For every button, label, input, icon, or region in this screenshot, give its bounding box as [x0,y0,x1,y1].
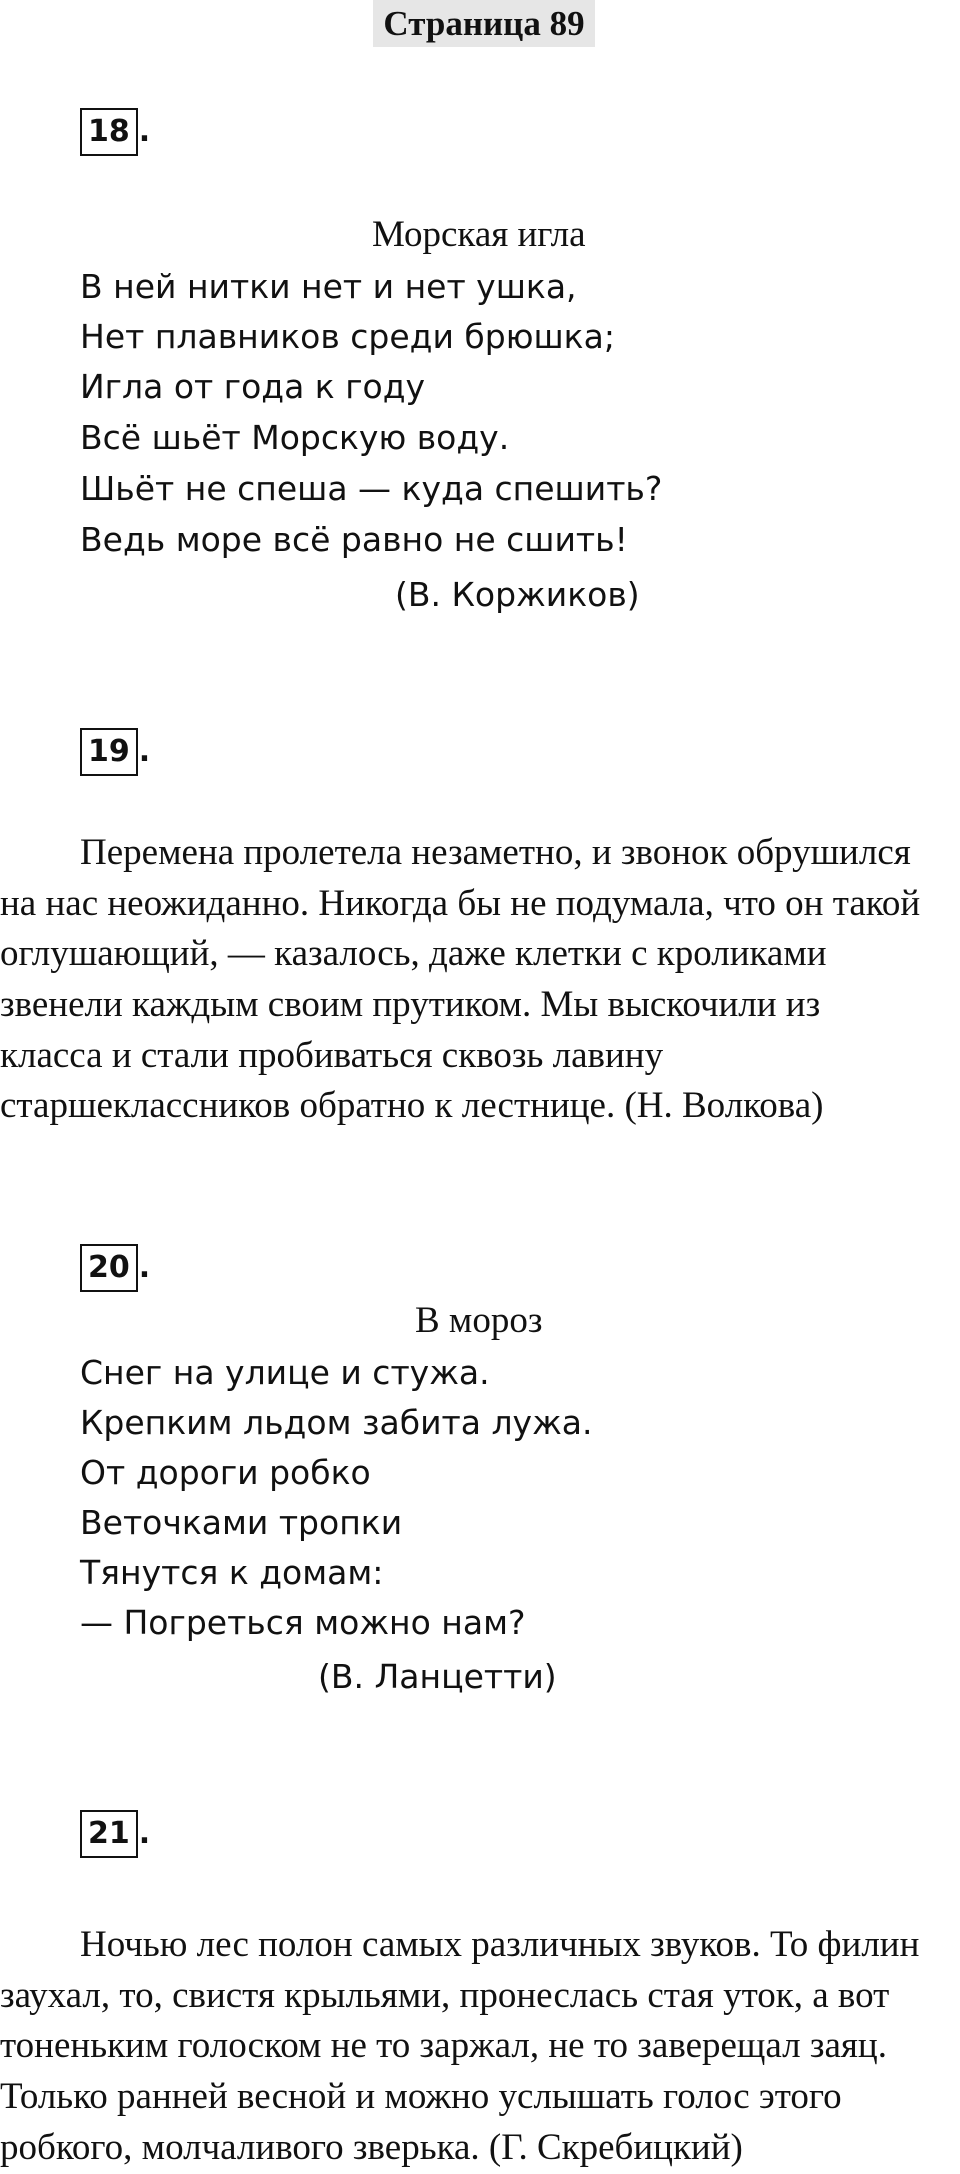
page-title: Страница 89 [373,0,595,47]
exercise-number-box: 19 [80,728,138,776]
exercise-text [0,828,960,1132]
text-line: Только ранней весной и можно услышать голос этого [0,2076,842,2118]
text-line: на нас неожиданно. Никогда бы не подумала, что он такой [0,882,921,924]
exercise-number-box: 18 [80,108,138,156]
exercise-number-dot: . [138,1816,151,1851]
poem-line: В ней нитки нет и нет ушка, [80,267,577,306]
text-line: звенели каждым своим прутиком. Мы выскочили из [0,984,821,1026]
text-line: оглушающий, — казалось, даже клетки с кроликами [0,933,827,975]
poem-line: Шьёт не спеша — куда спешить? [80,469,663,508]
exercise-number-21 [80,1810,150,1858]
exercise-number-dot: . [138,734,151,769]
poem-line: Нет плавников среди брюшка; [80,317,615,356]
poem-line: Игла от года к году [80,367,426,406]
text-line: Ночью лес полон самых различных звуков. То филин [80,1924,920,1965]
exercise-number-dot: . [138,114,151,149]
poem-line: Тянутся к домам: [80,1553,384,1592]
exercise-text [0,1920,960,2173]
text-line: тоненьким голоском не то заржал, не то заверещал заяц. [0,2025,887,2067]
exercise-number-19 [80,728,150,776]
exercise-number-box: 20 [80,1244,138,1292]
poem-title: Морская игла [372,214,586,255]
exercise-number-box: 21 [80,1810,138,1858]
text-line: робкого, молчаливого зверька. (Г. Скребицкий) [0,2126,743,2168]
poem-line: От дороги робко [80,1453,371,1492]
poem-line: Всё шьёт Морскую воду. [80,418,510,457]
poem-line: — Погреться можно нам? [80,1603,526,1642]
poem-line: Крепким льдом забита лужа. [80,1403,593,1442]
poem-title: В мороз [415,1300,543,1341]
poem-line: Веточками тропки [80,1503,403,1542]
exercise-number-dot: . [138,1250,151,1285]
poem-line: Ведь море всё равно не сшить! [80,520,628,559]
text-line: класса и стали пробиваться сквозь лавину [0,1034,664,1076]
poem-author: (В. Коржиков) [395,575,640,614]
poem-line: Снег на улице и стужа. [80,1353,490,1392]
text-line: заухал, то, свистя крыльями, пронеслась стая уток, а вот [0,1974,890,2016]
exercise-number-18 [80,108,150,156]
poem-author: (В. Ланцетти) [318,1657,557,1696]
text-line: старшеклассников обратно к лестнице. (Н. Волкова) [0,1085,824,1127]
exercise-number-20 [80,1244,150,1292]
text-line: Перемена пролетела незаметно, и звонок обрушился [80,832,911,873]
